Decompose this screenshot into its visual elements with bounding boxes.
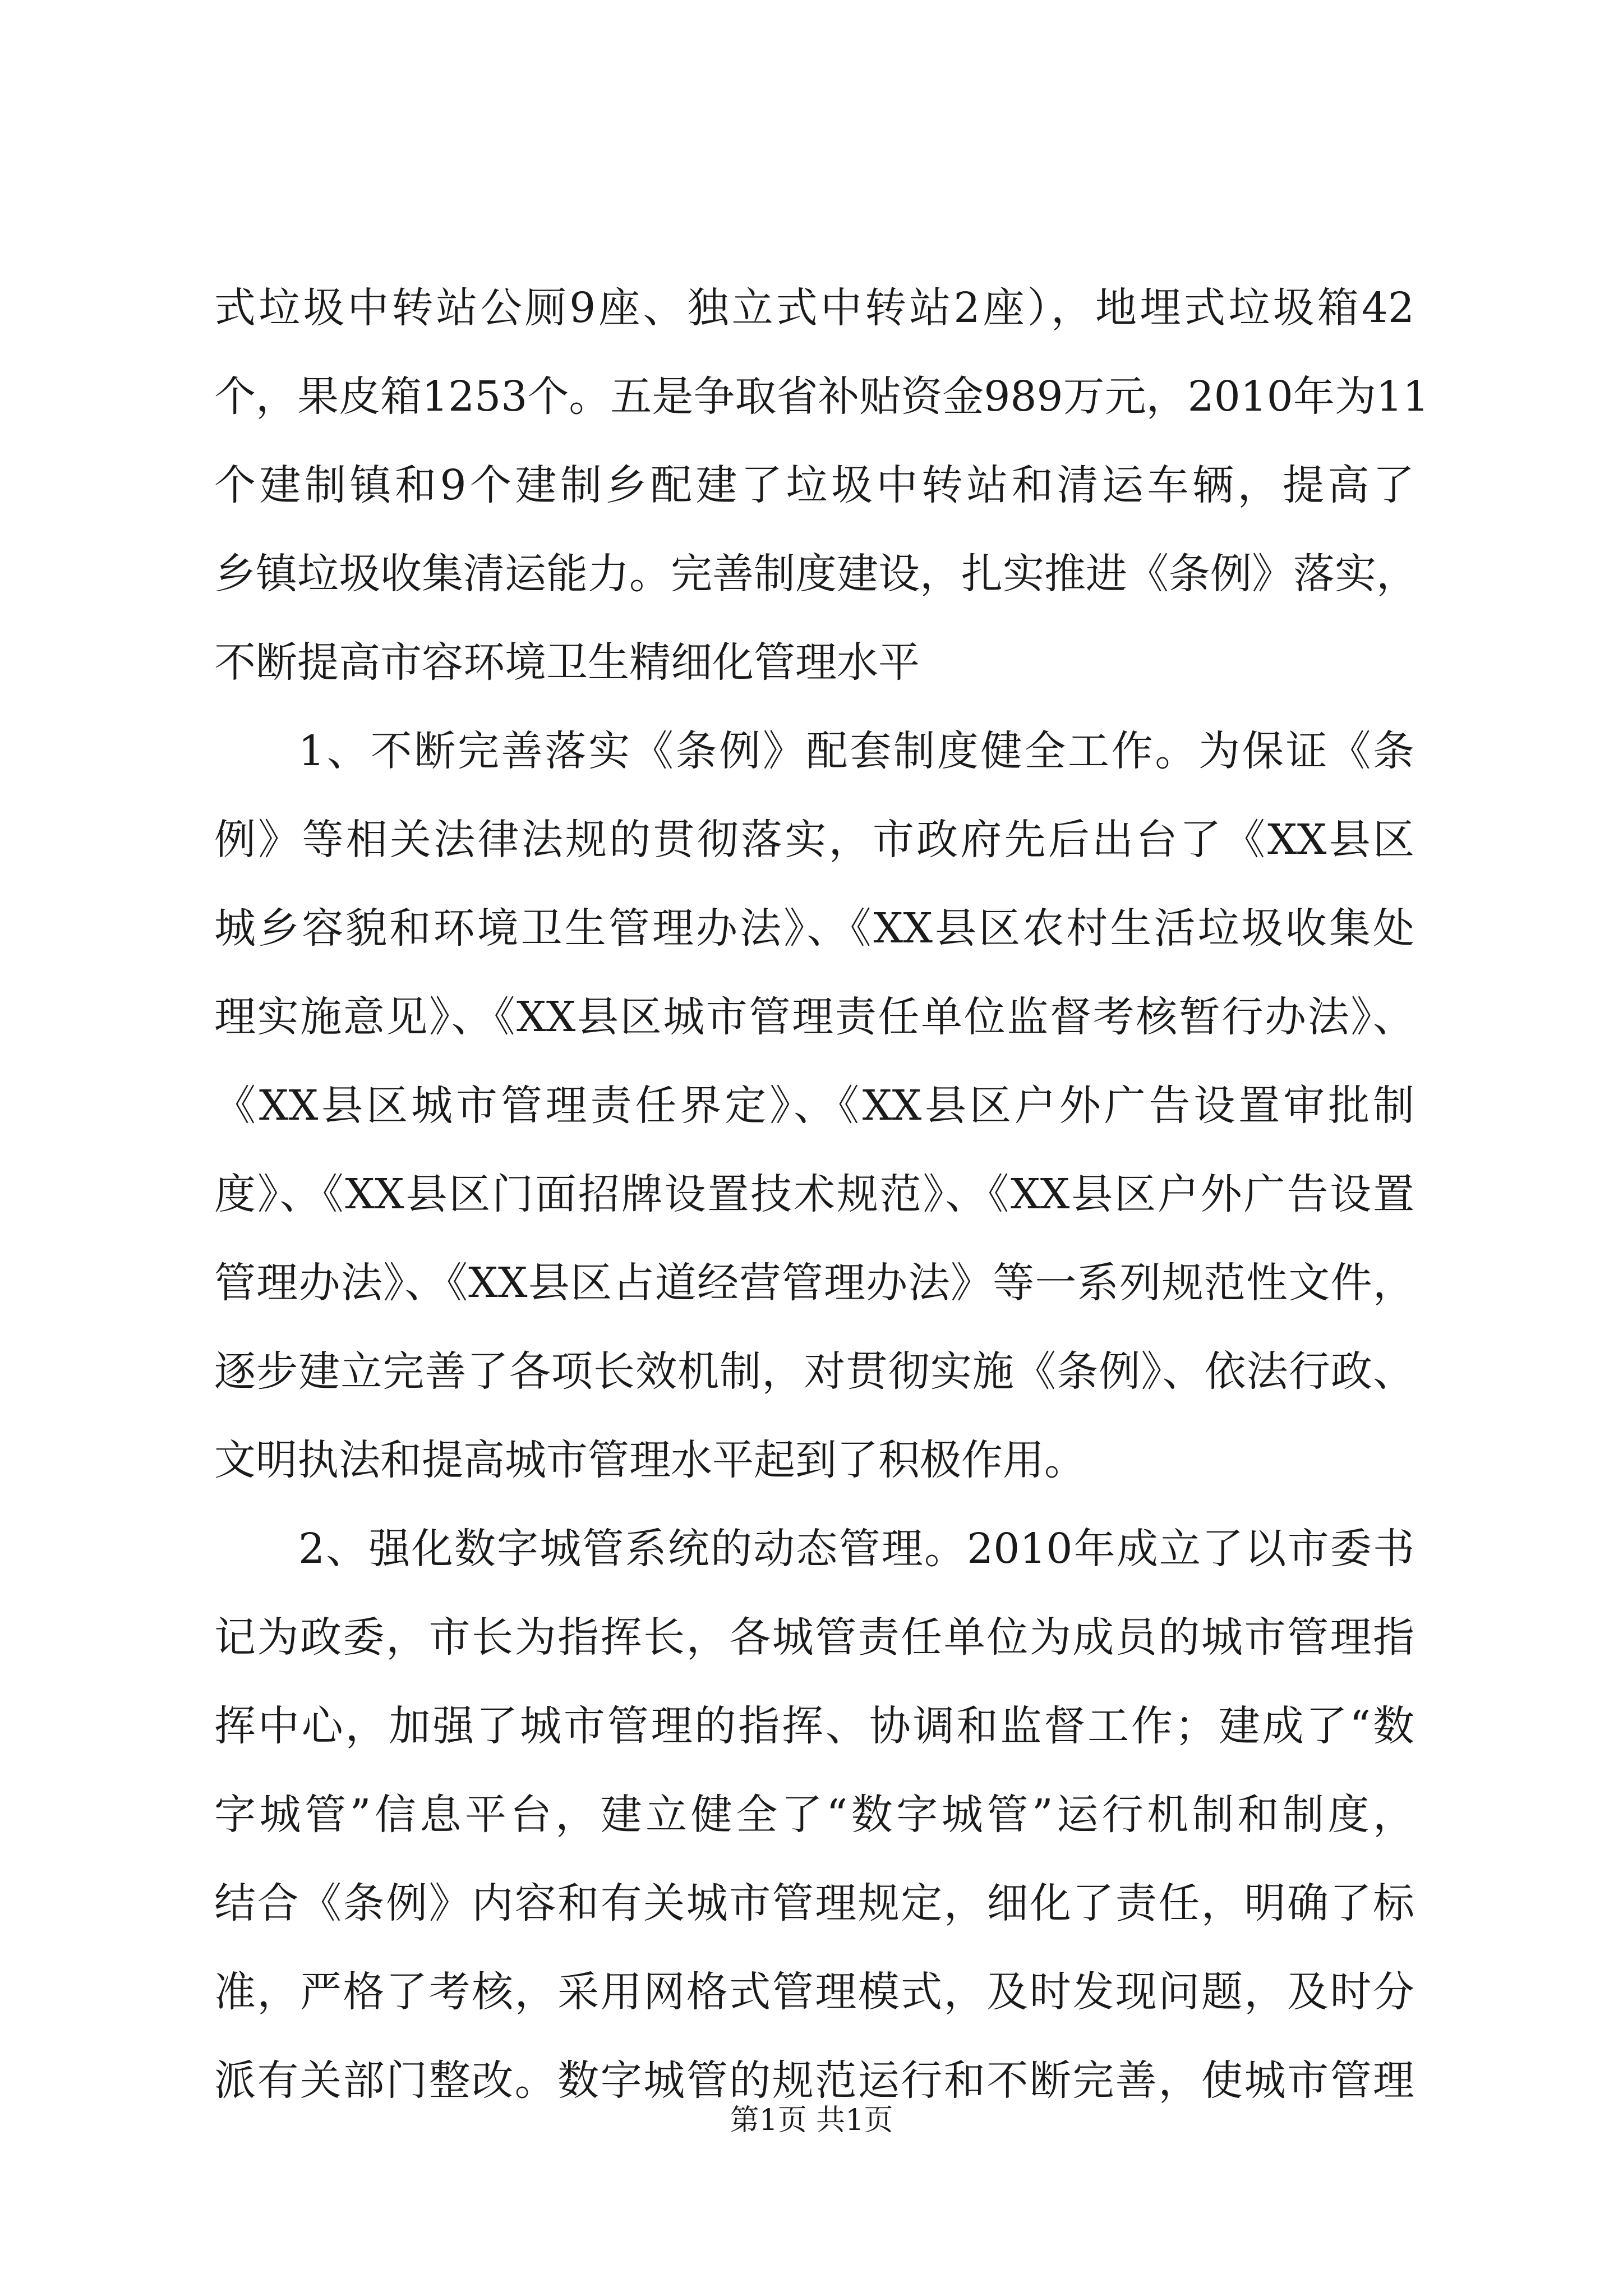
paragraph-line: 乡镇垃圾收集清运能力。完善制度建设，扎实推进《条例》落实， bbox=[214, 550, 1418, 598]
paragraph-line: 字城管”信息平台，建立健全了“数字城管”运行机制和制度， bbox=[214, 1791, 1414, 1839]
page-number-footer: 第1页 共1页 bbox=[730, 2104, 893, 2137]
paragraph-line: 《XX县区城市管理责任界定》、《XX县区户外广告设置审批制 bbox=[214, 1082, 1414, 1130]
paragraph-line: 记为政委，市长为指挥长，各城管责任单位为成员的城市管理指 bbox=[214, 1613, 1414, 1662]
document-body bbox=[214, 264, 1430, 2125]
paragraph-line: 1、不断完善落实《条例》配套制度健全工作。为保证《条 bbox=[298, 727, 1414, 775]
paragraph-line: 不断提高市容环境卫生精细化管理水平 bbox=[214, 638, 920, 687]
paragraph-line: 逐步建立完善了各项长效机制，对贯彻实施《条例》、依法行政、 bbox=[214, 1347, 1414, 1396]
paragraph-line: 理实施意见》、《XX县区城市管理责任单位监督考核暂行办法》、 bbox=[214, 993, 1414, 1041]
paragraph-line: 管理办法》、《XX县区占道经营管理办法》等一系列规范性文件， bbox=[214, 1259, 1414, 1307]
paragraph-line: 个建制镇和9个建制乡配建了垃圾中转站和清运车辆，提高了 bbox=[214, 461, 1414, 509]
paragraph-line: 准，严格了考核，采用网格式管理模式，及时发现问题，及时分 bbox=[214, 1968, 1414, 2016]
paragraph-line: 结合《条例》内容和有关城市管理规定，细化了责任，明确了标 bbox=[214, 1879, 1414, 1927]
paragraph-line: 例》等相关法律法规的贯彻落实，市政府先后出台了《XX县区 bbox=[214, 816, 1414, 864]
paragraph-line: 度》、《XX县区门面招牌设置技术规范》、《XX县区户外广告设置 bbox=[214, 1170, 1414, 1218]
paragraph-line: 个，果皮箱1253个。五是争取省补贴资金989万元，2010年为11 bbox=[214, 372, 1430, 421]
paragraph-line: 式垃圾中转站公厕9座、独立式中转站2座），地埋式垃圾箱42 bbox=[214, 284, 1414, 332]
paragraph-line: 2、强化数字城管系统的动态管理。2010年成立了以市委书 bbox=[298, 1525, 1414, 1573]
paragraph-line: 文明执法和提高城市管理水平起到了积极作用。 bbox=[214, 1436, 1086, 1484]
paragraph-line: 挥中心，加强了城市管理的指挥、协调和监督工作；建成了“数 bbox=[214, 1702, 1414, 1750]
paragraph-line: 城乡容貌和环境卫生管理办法》、《XX县区农村生活垃圾收集处 bbox=[214, 904, 1414, 953]
paragraph-line: 派有关部门整改。数字城管的规范运行和不断完善，使城市管理 bbox=[214, 2056, 1414, 2105]
